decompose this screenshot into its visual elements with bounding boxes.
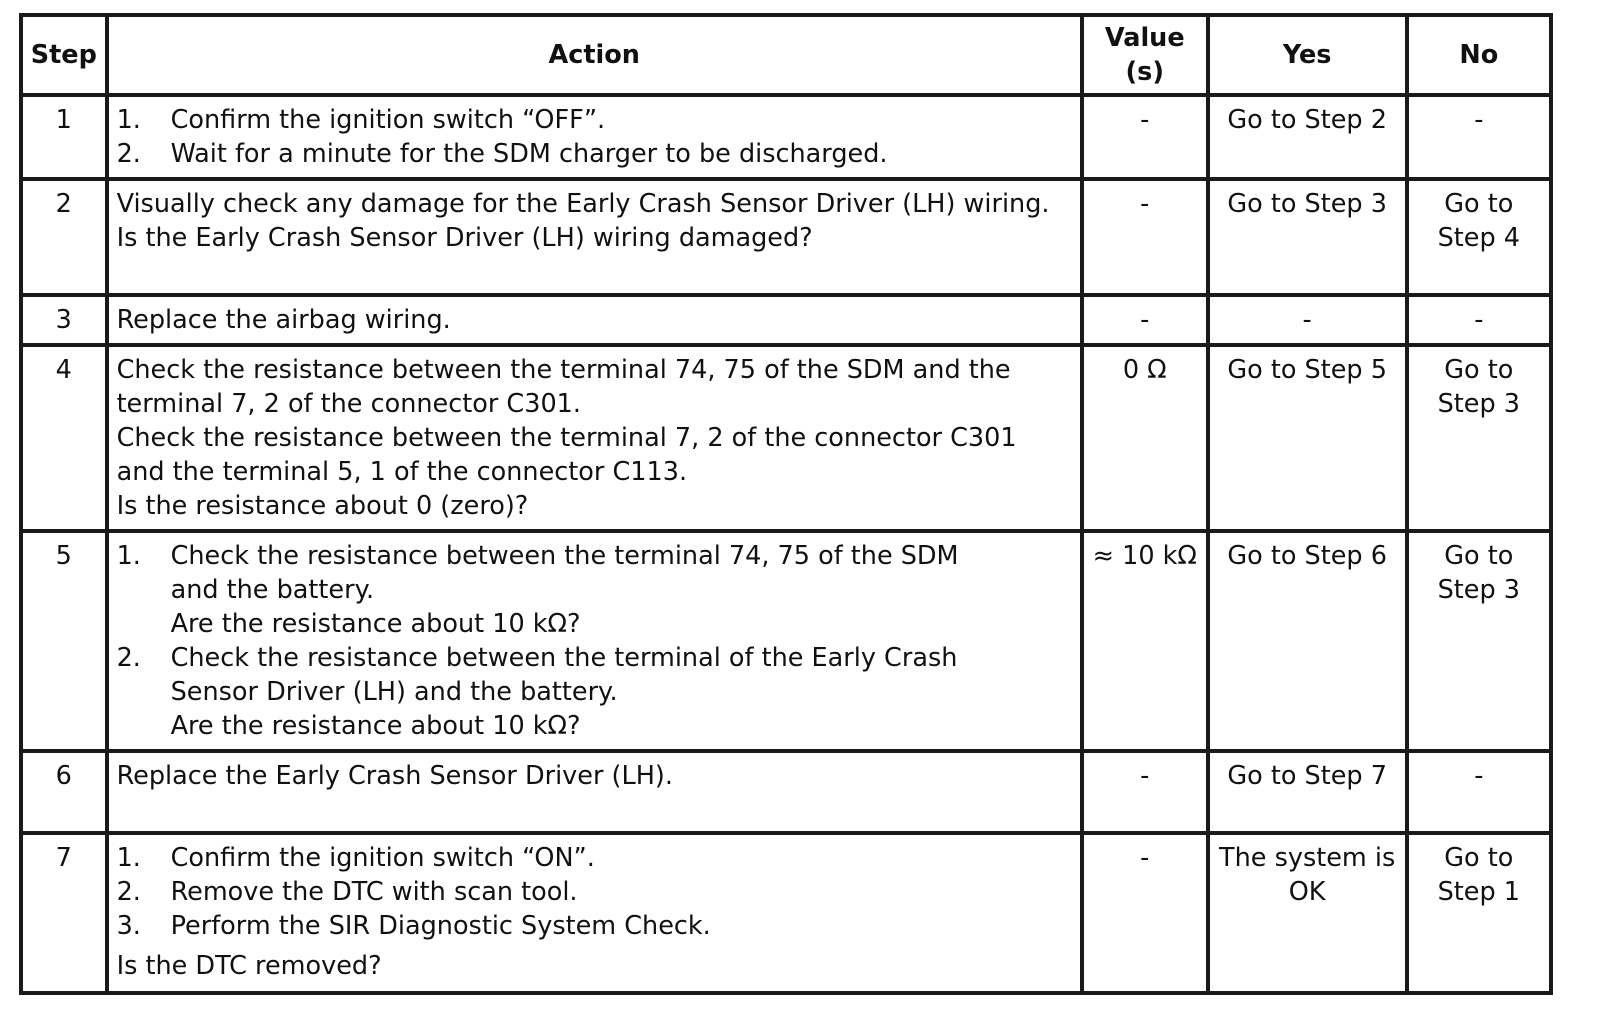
no-cell: - <box>1407 95 1551 179</box>
action-cell <box>107 345 1082 531</box>
header-step: Step <box>21 15 107 95</box>
table-row <box>21 95 1551 179</box>
step-number: 1 <box>21 95 107 179</box>
no-cell: Go to Step 4 <box>1407 179 1551 295</box>
action-question: Is the Early Crash Sensor Driver (LH) wiring damaged? <box>116 223 813 253</box>
action-item-main: Check the resistance between the terminal 74, 75 of the SDM <box>170 541 959 571</box>
table-row <box>21 751 1551 833</box>
no-cell: - <box>1407 751 1551 833</box>
yes-cell: - <box>1208 295 1407 345</box>
action-item-sub: and the battery. <box>170 575 375 605</box>
yes-cell: Go to Step 5 <box>1208 345 1407 531</box>
table-row <box>21 833 1551 993</box>
step-number: 4 <box>21 345 107 531</box>
action-item: Remove the DTC with scan tool. <box>170 877 578 907</box>
action-cell <box>107 95 1082 179</box>
header-yes: Yes <box>1208 15 1407 95</box>
no-cell: Go to Step 3 <box>1407 345 1551 531</box>
action-list <box>117 103 1072 171</box>
yes-cell: Go to Step 2 <box>1208 95 1407 179</box>
yes-cell: Go to Step 3 <box>1208 179 1407 295</box>
action-item <box>171 539 1072 641</box>
action-item-sub: Sensor Driver (LH) and the battery. <box>170 677 618 707</box>
value-cell: - <box>1082 179 1208 295</box>
action-text: Replace the airbag wiring. <box>116 305 451 335</box>
no-cell: Go to Step 3 <box>1407 531 1551 751</box>
action-item: Confirm the ignition switch “ON”. <box>170 843 595 873</box>
action-text: Visually check any damage for the Early Crash Sensor Driver (LH) wiring. <box>116 189 1050 219</box>
table-row <box>21 179 1551 295</box>
action-text: Check the resistance between the terminal 7, 2 of the connector C301 and the terminal 5, 1 of the connector C113. <box>116 423 1017 487</box>
table-row <box>21 345 1551 531</box>
action-text: Check the resistance between the terminal 74, 75 of the SDM and the terminal 7, 2 of the connector C301. <box>116 355 1011 419</box>
diagnostic-table <box>19 13 1553 995</box>
step-number: 6 <box>21 751 107 833</box>
action-question: Is the resistance about 0 (zero)? <box>116 491 529 521</box>
yes-cell: Go to Step 7 <box>1208 751 1407 833</box>
action-cell <box>107 751 1082 833</box>
action-item: Confirm the ignition switch “OFF”. <box>170 105 606 135</box>
step-number: 2 <box>21 179 107 295</box>
action-item: Perform the SIR Diagnostic System Check. <box>170 911 711 941</box>
action-item <box>171 641 1072 743</box>
action-cell <box>107 531 1082 751</box>
value-cell: - <box>1082 95 1208 179</box>
value-cell: - <box>1082 295 1208 345</box>
value-cell: 0 Ω <box>1082 345 1208 531</box>
no-cell: - <box>1407 295 1551 345</box>
action-item: Wait for a minute for the SDM charger to be discharged. <box>170 139 888 169</box>
yes-cell: Go to Step 6 <box>1208 531 1407 751</box>
table-row <box>21 295 1551 345</box>
action-list <box>117 539 1072 743</box>
value-cell: - <box>1082 751 1208 833</box>
action-cell <box>107 295 1082 345</box>
yes-cell: The system is OK <box>1208 833 1407 993</box>
action-question: Is the DTC removed? <box>116 951 382 981</box>
value-cell: - <box>1082 833 1208 993</box>
action-item-sub: Are the resistance about 10 kΩ? <box>170 609 581 639</box>
no-cell: Go to Step 1 <box>1407 833 1551 993</box>
action-text: Replace the Early Crash Sensor Driver (LH). <box>116 761 673 791</box>
action-cell <box>107 179 1082 295</box>
action-item-sub: Are the resistance about 10 kΩ? <box>170 711 581 741</box>
header-action: Action <box>107 15 1082 95</box>
action-cell <box>107 833 1082 993</box>
value-cell: ≈ 10 kΩ <box>1082 531 1208 751</box>
header-value: Value (s) <box>1082 15 1208 95</box>
step-number: 3 <box>21 295 107 345</box>
table-row <box>21 531 1551 751</box>
step-number: 7 <box>21 833 107 993</box>
header-no: No <box>1407 15 1551 95</box>
action-item-main: Check the resistance between the terminal of the Early Crash <box>170 643 958 673</box>
action-list <box>117 841 1072 943</box>
header-row <box>21 15 1551 95</box>
step-number: 5 <box>21 531 107 751</box>
